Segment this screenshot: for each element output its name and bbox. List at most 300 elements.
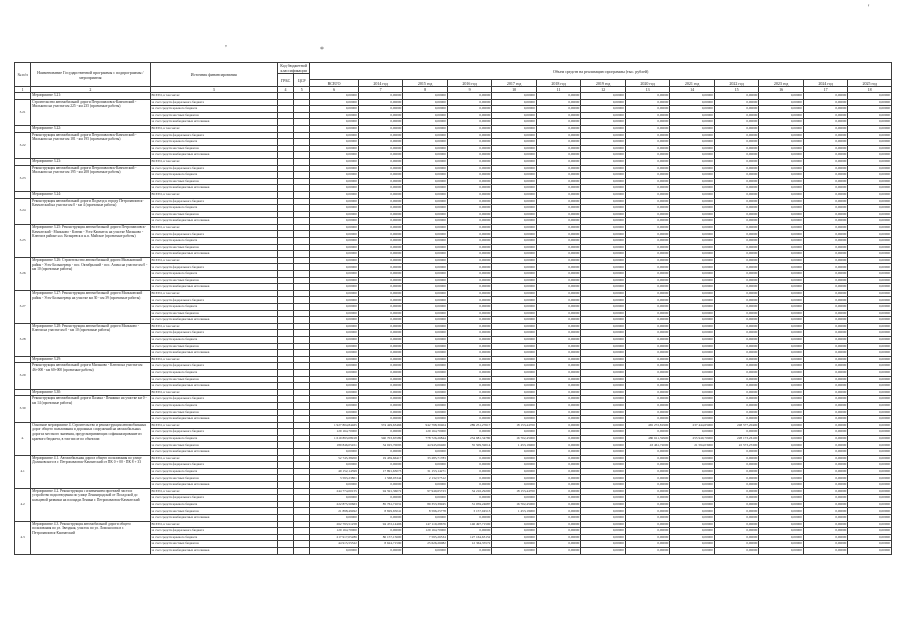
measure-name: Реконструкция автомобильной дороги Петропавловск-Камчатский - Мильково на участке км 195 - км 208 (проектные работы) [31,165,150,191]
amount-cell: 0,00000 [492,356,537,363]
amount-cell: 0,00000 [536,442,581,449]
amount-cell: 0,00000 [358,224,403,231]
funding-source: за счет средств местных бюджетов [150,244,277,251]
amount-cell: 0,00000 [358,244,403,251]
amount-cell: 0,00000 [536,429,581,436]
amount-cell: 0,00000 [310,139,359,146]
amount-cell: 0,00000 [759,271,804,278]
amount-cell: 0,00000 [492,416,537,423]
amount-cell: 0,00000 [310,310,359,317]
amount-cell: 0,00000 [358,495,403,502]
amount-cell: 0,00000 [670,132,715,139]
amount-cell: 0,00000 [714,383,759,390]
amount-cell: 0,00000 [581,488,626,495]
amount-cell: 0,00000 [803,442,848,449]
header-year: 2021 год [670,80,715,87]
amount-cell: 0,00000 [358,277,403,284]
amount-cell: 340 703,65589 [358,435,403,442]
amount-cell: 0,00000 [625,369,670,376]
amount-cell: 44 945,06460 [403,442,448,449]
amount-cell: 0,00000 [759,416,804,423]
amount-cell: 0,00000 [310,336,359,343]
amount-cell: 0,00000 [581,271,626,278]
amount-cell: 0,00000 [403,547,448,554]
amount-cell: 0,00000 [714,330,759,337]
amount-cell: 0,00000 [310,211,359,218]
funding-source: ВСЕГО, в том числе: [150,191,277,198]
funding-source: за счет средств федерального бюджета [150,198,277,205]
amount-cell: 0,00000 [358,231,403,238]
amount-cell: 0,00000 [310,191,359,198]
funding-source: за счет средств федерального бюджета [150,528,277,535]
amount-cell: 0,00000 [759,132,804,139]
amount-cell: 0,00000 [848,238,892,245]
amount-cell: 0,00000 [536,317,581,324]
amount-cell: 0,00000 [670,495,715,502]
amount-cell: 0,00000 [536,369,581,376]
tsr-code [294,218,310,225]
amount-cell: 0,00000 [848,515,892,522]
amount-cell: 0,00000 [492,165,537,172]
amount-cell: 0,00000 [848,323,892,330]
amount-cell: 0,00000 [536,238,581,245]
amount-cell: 0,00000 [536,402,581,409]
amount-cell: 0,00000 [759,284,804,291]
amount-cell: 0,00000 [358,93,403,100]
amount-cell: 0,00000 [536,277,581,284]
amount-cell: 0,00000 [714,363,759,370]
amount-cell: 0,00000 [759,139,804,146]
amount-cell: 22 573,25300 [714,442,759,449]
column-number: 10 [492,87,537,93]
grbs-code [277,356,293,363]
amount-cell: 0,00000 [536,495,581,502]
amount-cell: 0,00000 [447,158,492,165]
funding-source: за счет средств краевого бюджета [150,336,277,343]
amount-cell: 0,00000 [803,409,848,416]
amount-cell: 0,00000 [848,449,892,456]
amount-cell: 0,00000 [310,244,359,251]
amount-cell: 0,00000 [447,376,492,383]
amount-cell: 0,00000 [403,205,448,212]
amount-cell: 0,00000 [536,475,581,482]
funding-source: за счет средств краевого бюджета [150,238,277,245]
amount-cell: 0,00000 [714,389,759,396]
amount-cell: 0,00000 [492,330,537,337]
amount-cell: 0,00000 [403,389,448,396]
amount-cell: 0,00000 [536,205,581,212]
amount-cell: 0,00000 [625,125,670,132]
amount-cell: 0,00000 [403,119,448,126]
header-year: 2025 год [848,80,892,87]
amount-cell: 0,00000 [536,409,581,416]
header-funding: Объем средств на реализацию программы (тыс. рублей) [310,63,892,80]
measure-name: Реконструкция автомобильной дороги Петропавловск-Камчатский - Мильково на участке км 181 - км 195 (проектные работы) [31,132,150,158]
amount-cell: 0,00000 [447,165,492,172]
grbs-code [277,416,293,423]
amount-cell: 0,00000 [759,165,804,172]
amount-cell: 33 285,71783 [403,455,448,462]
grbs-code [277,455,293,462]
grbs-code [277,547,293,554]
amount-cell: 0,00000 [536,178,581,185]
amount-cell: 0,00000 [536,383,581,390]
amount-cell: 0,00000 [803,139,848,146]
amount-cell: 0,00000 [803,396,848,403]
amount-cell: 43 461,72000 [625,442,670,449]
amount-cell: 0,00000 [759,145,804,152]
grbs-code [277,409,293,416]
amount-cell: 0,00000 [358,172,403,179]
amount-cell: 0,00000 [848,257,892,264]
amount-cell: 0,00000 [536,422,581,429]
measure-name: Мероприятие 3.26: Строительство автомобильной дороги Мильковский район - Усть-Большерецк - пос. Октябрьский - пос. Апача на участке км 0 - км 10 (проектные работы) [31,257,150,290]
amount-cell: 0,00000 [803,376,848,383]
tsr-code [294,284,310,291]
amount-cell: 0,00000 [848,218,892,225]
amount-cell: 0,00000 [403,231,448,238]
amount-cell: 0,00000 [403,106,448,113]
amount-cell: 0,00000 [848,284,892,291]
amount-cell: 480 611,59900 [625,435,670,442]
funding-source: за счет средств местных бюджетов [150,508,277,515]
amount-cell: 0,00000 [536,356,581,363]
amount-cell: 94 472,14406 [358,521,403,528]
amount-cell: 0,00000 [759,257,804,264]
amount-cell: 0,00000 [759,218,804,225]
amount-cell: 0,00000 [581,422,626,429]
amount-cell: 0,00000 [670,218,715,225]
amount-cell: 0,00000 [759,528,804,535]
funding-source: ВСЕГО, в том числе: [150,93,277,100]
amount-cell: 0,00000 [848,376,892,383]
amount-cell: 0,00000 [492,402,537,409]
amount-cell: 85 761,71031 [358,501,403,508]
tsr-code [294,125,310,132]
amount-cell: 0,00000 [759,488,804,495]
amount-cell: 0,00000 [848,396,892,403]
grbs-code [277,462,293,469]
amount-cell: 0,00000 [848,185,892,192]
measure-name: Реконструкция автомобильной дороги Палана - Пенжино на участке км 0 - км 14 (проектные работы) [31,396,150,422]
amount-cell: 0,00000 [581,323,626,330]
table-row [15,363,892,370]
amount-cell: 0,00000 [803,383,848,390]
grbs-code [277,185,293,192]
grbs-code [277,93,293,100]
tsr-code [294,343,310,350]
amount-cell: 34 216,29200 [447,488,492,495]
amount-cell: 0,00000 [803,277,848,284]
grbs-code [277,244,293,251]
amount-cell: 0,00000 [848,429,892,436]
amount-cell: 0,00000 [447,317,492,324]
amount-cell: 0,00000 [625,534,670,541]
tsr-code [294,112,310,119]
amount-cell: 89 353,39945 [403,501,448,508]
amount-cell: 0,00000 [536,198,581,205]
amount-cell: 0,00000 [625,501,670,508]
amount-cell: 0,00000 [581,521,626,528]
amount-cell: 0,00000 [310,99,359,106]
amount-cell: 0,00000 [536,264,581,271]
amount-cell: 0,00000 [714,488,759,495]
amount-cell: 0,00000 [536,165,581,172]
funding-source: за счет средств краевого бюджета [150,304,277,311]
amount-cell: 0,00000 [670,191,715,198]
amount-cell: 0,00000 [759,158,804,165]
amount-cell: 0,00000 [581,238,626,245]
amount-cell: 0,00000 [310,297,359,304]
header-year: 2019 год [581,80,626,87]
amount-cell: 0,00000 [492,93,537,100]
amount-cell: 0,00000 [403,495,448,502]
amount-cell: 0,00000 [536,455,581,462]
measure-name: Мероприятие 3.30: [31,389,150,396]
amount-cell: 0,00000 [803,93,848,100]
amount-cell: 0,00000 [803,429,848,436]
amount-cell: 0,00000 [310,178,359,185]
amount-cell: 0,00000 [403,402,448,409]
amount-cell: 0,00000 [310,165,359,172]
column-number: 6 [310,87,359,93]
amount-cell: 0,00000 [358,211,403,218]
amount-cell: 0,00000 [492,264,537,271]
amount-cell: 1 568,03344 [358,475,403,482]
amount-cell: 0,00000 [670,343,715,350]
amount-cell: 0,00000 [581,389,626,396]
column-number: 3 [150,87,277,93]
amount-cell: 0,00000 [310,125,359,132]
amount-cell: 0,00000 [803,422,848,429]
tsr-code [294,93,310,100]
amount-cell: 0,00000 [536,488,581,495]
tsr-code [294,508,310,515]
amount-cell: 0,00000 [803,330,848,337]
amount-cell: 0,00000 [714,468,759,475]
amount-cell: 0,00000 [403,271,448,278]
amount-cell: 0,00000 [670,152,715,159]
amount-cell: 0,00000 [625,264,670,271]
tsr-code [294,383,310,390]
amount-cell: 0,00000 [403,297,448,304]
amount-cell: 0,00000 [625,343,670,350]
tsr-code [294,488,310,495]
amount-cell: 0,00000 [358,416,403,423]
amount-cell: 0,00000 [536,251,581,258]
amount-cell: 0,00000 [447,449,492,456]
amount-cell: 0,00000 [670,323,715,330]
amount-cell: 0,00000 [848,310,892,317]
amount-cell: 0,00000 [625,99,670,106]
amount-cell: 0,00000 [848,125,892,132]
grbs-code [277,534,293,541]
amount-cell: 0,00000 [625,145,670,152]
measure-name: Мероприятие 3.21: [31,93,150,100]
amount-cell: 0,00000 [625,449,670,456]
amount-cell: 0,00000 [492,462,537,469]
grbs-code [277,475,293,482]
amount-cell: 0,00000 [625,257,670,264]
tsr-code [294,290,310,297]
amount-cell: 0,00000 [403,224,448,231]
amount-cell: 0,00000 [310,482,359,489]
header-year: 2020 год [625,80,670,87]
amount-cell: 0,00000 [848,336,892,343]
tsr-code [294,99,310,106]
amount-cell: 0,00000 [759,402,804,409]
amount-cell: 0,00000 [759,106,804,113]
amount-cell: 0,00000 [581,501,626,508]
amount-cell: 0,00000 [310,416,359,423]
amount-cell: 0,00000 [492,541,537,548]
tsr-code [294,145,310,152]
tsr-code [294,224,310,231]
amount-cell: 0,00000 [536,482,581,489]
tsr-code [294,363,310,370]
amount-cell: 0,00000 [803,198,848,205]
funding-source: ВСЕГО, в том числе: [150,356,277,363]
amount-cell: 0,00000 [670,455,715,462]
amount-cell: 0,00000 [848,119,892,126]
tsr-code [294,409,310,416]
amount-cell: 0,00000 [536,435,581,442]
tsr-code [294,198,310,205]
amount-cell: 0,00000 [310,515,359,522]
funding-source: ВСЕГО, в том числе: [150,488,277,495]
grbs-code [277,323,293,330]
amount-cell: 0,00000 [625,323,670,330]
funding-source: за счет средств внебюджетных источников [150,317,277,324]
measure-number: 3.29 [15,363,31,389]
table-row [15,257,892,264]
amount-cell: 0,00000 [581,435,626,442]
amount-cell: 0,00000 [447,191,492,198]
amount-cell: 0,00000 [848,139,892,146]
measure-number [15,125,31,132]
amount-cell: 0,00000 [670,369,715,376]
amount-cell: 0,00000 [403,304,448,311]
amount-cell: 0,00000 [803,528,848,535]
amount-cell: 129 164,70000 [403,528,448,535]
tsr-code [294,541,310,548]
amount-cell: 0,00000 [403,310,448,317]
measure-number: 3.30 [15,396,31,422]
tsr-code [294,515,310,522]
funding-source: за счет средств внебюджетных источников [150,218,277,225]
amount-cell: 0,00000 [403,515,448,522]
amount-cell: 0,00000 [759,211,804,218]
tsr-code [294,238,310,245]
amount-cell: 0,00000 [759,369,804,376]
table-row [15,389,892,396]
amount-cell: 0,00000 [670,488,715,495]
amount-cell: 0,00000 [670,304,715,311]
amount-cell: 8 829,65041 [358,508,403,515]
amount-cell: 0,00000 [670,198,715,205]
amount-cell: 0,00000 [492,158,537,165]
table-row [15,125,892,132]
amount-cell: 0,00000 [848,330,892,337]
amount-cell: 0,00000 [581,191,626,198]
amount-cell: 0,00000 [803,541,848,548]
amount-cell: 0,00000 [714,402,759,409]
amount-cell: 0,00000 [670,271,715,278]
table-row [15,198,892,205]
amount-cell: 0,00000 [848,356,892,363]
amount-cell: 0,00000 [310,185,359,192]
funding-source: за счет средств федерального бюджета [150,462,277,469]
grbs-code [277,383,293,390]
amount-cell: 0,00000 [581,330,626,337]
amount-cell: 0,00000 [358,528,403,535]
table-row [15,422,892,429]
table-row [15,224,892,231]
amount-cell: 0,00000 [492,336,537,343]
amount-cell: 0,00000 [759,330,804,337]
amount-cell: 778 726,26844 [403,435,448,442]
amount-cell: 0,00000 [625,238,670,245]
amount-cell: 0,00000 [803,356,848,363]
amount-cell: 18 153,44700 [492,488,537,495]
amount-cell: 0,00000 [403,323,448,330]
amount-cell: 248 577,20400 [714,422,759,429]
amount-cell: 0,00000 [714,231,759,238]
amount-cell: 0,00000 [358,482,403,489]
amount-cell: 0,00000 [581,244,626,251]
amount-cell: 0,00000 [310,290,359,297]
amount-cell: 0,00000 [848,343,892,350]
amount-cell: 0,00000 [714,284,759,291]
funding-source: ВСЕГО, в том числе: [150,257,277,264]
amount-cell: 0,00000 [581,468,626,475]
amount-cell: 0,00000 [625,515,670,522]
amount-cell: 0,00000 [581,508,626,515]
amount-cell: 0,00000 [536,350,581,357]
amount-cell: 0,00000 [581,297,626,304]
amount-cell: 129 164,70000 [310,528,359,535]
amount-cell: 0,00000 [403,356,448,363]
amount-cell: 0,00000 [803,323,848,330]
tsr-code [294,475,310,482]
amount-cell: 0,00000 [447,389,492,396]
amount-cell: 0,00000 [310,224,359,231]
measure-number: 4.2 [15,488,31,521]
amount-cell: 0,00000 [536,145,581,152]
amount-cell: 0,00000 [403,99,448,106]
amount-cell: 0,00000 [803,205,848,212]
amount-cell: 0,00000 [403,165,448,172]
tsr-code [294,231,310,238]
amount-cell: 0,00000 [536,224,581,231]
funding-source: за счет средств федерального бюджета [150,363,277,370]
grbs-code [277,435,293,442]
amount-cell: 0,00000 [714,271,759,278]
measure-name: Мероприятие 4.1. Автомобильная дорога общего пользования по улице Долиновского в г. Петропавловск-Камчатский от ПК 0 + 00 - ПК 8 + 33 [31,455,150,488]
grbs-code [277,139,293,146]
table-row [15,323,892,330]
scan-mark-3: * [320,45,324,54]
amount-cell: 0,00000 [848,363,892,370]
tsr-code [294,422,310,429]
amount-cell: 0,00000 [310,257,359,264]
amount-cell: 0,00000 [310,462,359,469]
amount-cell: 0,00000 [714,238,759,245]
amount-cell: 0,00000 [670,93,715,100]
grbs-code [277,132,293,139]
amount-cell: 0,00000 [358,238,403,245]
amount-cell: 0,00000 [310,132,359,139]
